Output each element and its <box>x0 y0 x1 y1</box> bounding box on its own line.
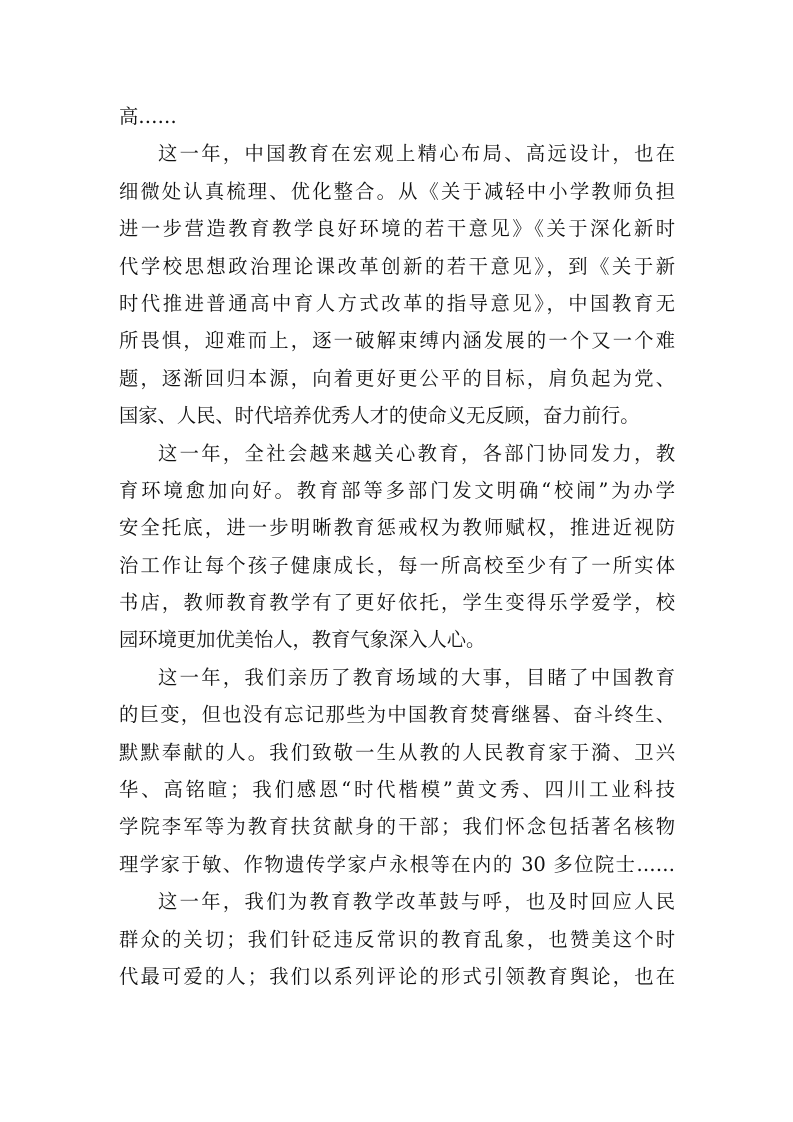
text-line: 这一年，全社会越来越关心教育，各部门协同发力，教 <box>158 441 675 465</box>
text-line: 这一年，我们亲历了教育场域的大事，目睹了中国教育 <box>158 665 675 689</box>
text-line: 细微处认真梳理、优化整合。从《关于减轻中小学教师负担 <box>119 179 675 203</box>
text-line: 华、高铭暄；我们感恩“时代楷模”黄文秀、四川工业科技 <box>119 778 675 802</box>
text-line: 治工作让每个孩子健康成长，每一所高校至少有了一所实体 <box>119 553 675 577</box>
text-line: 这一年，我们为教育教学改革鼓与呼，也及时回应人民 <box>158 890 675 914</box>
text-line: 这一年，中国教育在宏观上精心布局、高远设计，也在 <box>158 142 675 166</box>
text-line: 时代推进普通高中育人方式改革的指导意见》，中国教育无 <box>119 291 675 315</box>
text-line: 题，逐渐回归本源，向着更好更公平的目标，肩负起为党、 <box>119 366 675 390</box>
text-line: 默默奉献的人。我们致敬一生从教的人民教育家于漪、卫兴 <box>119 740 675 764</box>
document-body <box>119 98 675 995</box>
text-line: 进一步营造教育教学良好环境的若干意见》《关于深化新时 <box>119 217 675 241</box>
text-line: 理学家于敏、作物遗传学家卢永根等在内的 30 多位院士…… <box>119 852 675 876</box>
text-line: 所畏惧，迎难而上，逐一破解束缚内涵发展的一个又一个难 <box>119 329 675 353</box>
text-line: 代最可爱的人；我们以系列评论的形式引领教育舆论，也在 <box>119 964 675 988</box>
text-line: 书店，教师教育教学有了更好依托，学生变得乐学爱学，校 <box>119 591 675 615</box>
text-line: 育环境愈加向好。教育部等多部门发文明确“校闹”为办学 <box>119 478 675 502</box>
text-line: 的巨变，但也没有忘记那些为中国教育焚膏继晷、奋斗终生、 <box>119 703 675 727</box>
text-line: 安全托底，进一步明晰教育惩戒权为教师赋权，推进近视防 <box>119 516 675 540</box>
text-line: 国家、人民、时代培养优秀人才的使命义无反顾，奋力前行。 <box>119 404 640 428</box>
text-line: 群众的关切；我们针砭违反常识的教育乱象，也赞美这个时 <box>119 927 675 951</box>
text-line: 学院李军等为教育扶贫献身的干部；我们怀念包括著名核物 <box>119 815 675 839</box>
text-line: 园环境更加优美怡人，教育气象深入人心。 <box>119 628 486 652</box>
text-line: 代学校思想政治理论课改革创新的若干意见》，到《关于新 <box>119 254 675 278</box>
text-line: 高…… <box>119 105 177 128</box>
